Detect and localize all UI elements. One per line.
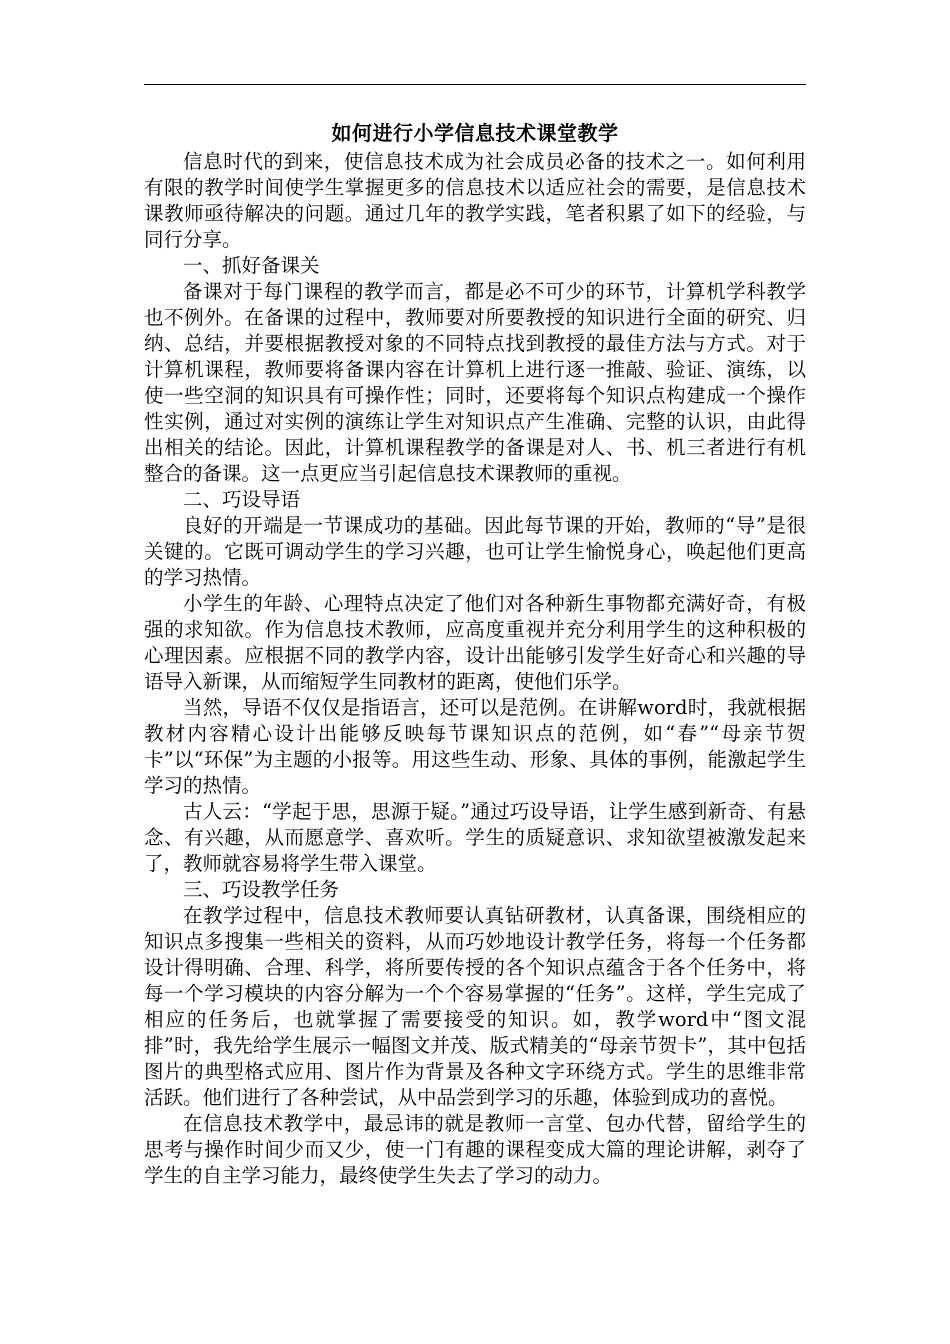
section-heading-2: 二、巧设导语 [183, 488, 301, 511]
paragraph: 在信息技术教学中，最忌讳的就是教师一言堂、包办代替，留给学生的思考与操作时间少而又少，使一门有趣的课程变成大篇的理论讲解，剥夺了学生的自主学习能力，最终使学生失去了学习的动力。 [144, 1112, 806, 1187]
paragraph-intro: 信息时代的到来，使信息技术成为社会成员必备的技术之一。如何利用有限的教学时间使学生掌握更多的信息技术以适应社会的需要，是信息技术课教师亟待解决的问题。通过几年的教学实践，笔者积累了如下的经验，与同行分享。 [144, 150, 806, 251]
paragraph: 古人云：“学起于思，思源于疑。”通过巧设导语，让学生感到新奇、有悬念、有兴趣，从而愿意学、喜欢听。学生的质疑意识、求知欲望被激发起来了，教师就容易将学生带入课堂。 [144, 800, 806, 875]
header-rule [144, 84, 806, 85]
document-body [144, 117, 806, 1189]
section-heading-1: 一、抓好备课关 [183, 254, 320, 277]
paragraph: 小学生的年龄、心理特点决定了他们对各种新生事物都充满好奇，有极强的求知欲。作为信息技术教师，应高度重视并充分利用学生的这种积极的心理因素。应根据不同的教学内容，设计出能够引发学生好奇心和兴趣的导语导入新课，从而缩短学生同教材的距离，使他们乐学。 [144, 592, 806, 693]
section-heading-3: 三、巧设教学任务 [183, 878, 340, 901]
paragraph: 备课对于每门课程的教学而言，都是必不可少的环节，计算机学科教学也不例外。在备课的过程中，教师要对所要教授的知识进行全面的研究、归纳、总结，并要根据教授对象的不同特点找到教授的最佳方法与方式。对于计算机课程，教师要将备课内容在计算机上进行逐一推敲、验证、演练，以使一些空洞的知识具有可操作性；同时，还要将每个知识点构建成一个操作性实例，通过对实例的演练让学生对知识点产生准确、完整的认识，由此得出相关的结论。因此，计算机课程教学的备课是对人、书、机三者进行有机整合的备课。这一点更应当引起信息技术课教师的重视。 [144, 280, 806, 485]
paragraph: 当然，导语不仅仅是指语言，还可以是范例。在讲解word时，我就根据教材内容精心设计出能够反映每节课知识点的范例，如“春”“母亲节贺卡”以“环保”为主题的小报等。用这些生动、形象、具体的事例，能激起学生学习的热情。 [144, 696, 806, 797]
paragraph: 在教学过程中，信息技术教师要认真钻研教材，认真备课，围绕相应的知识点多搜集一些相关的资料，从而巧妙地设计教学任务，将每一个任务都设计得明确、合理、科学，将所要传授的各个知识点蕴含于各个任务中，将每一个学习模块的内容分解为一个个容易掌握的“任务”。这样，学生完成了相应的任务后，也就掌握了需要接受的知识。如，教学word中“图文混排”时，我先给学生展示一幅图文并茂、版式精美的“母亲节贺卡”，其中包括图片的典型格式应用、图片作为背景及各种文字环绕方式。学生的思维非常活跃。他们进行了各种尝试，从中品尝到学习的乐趣，体验到成功的喜悦。 [144, 904, 806, 1109]
paragraph: 良好的开端是一节课成功的基础。因此每节课的开始，教师的“导”是很关键的。它既可调动学生的学习兴趣，也可让学生愉悦身心，唤起他们更高的学习热情。 [144, 514, 806, 589]
document-title: 如何进行小学信息技术课堂教学 [331, 121, 619, 145]
